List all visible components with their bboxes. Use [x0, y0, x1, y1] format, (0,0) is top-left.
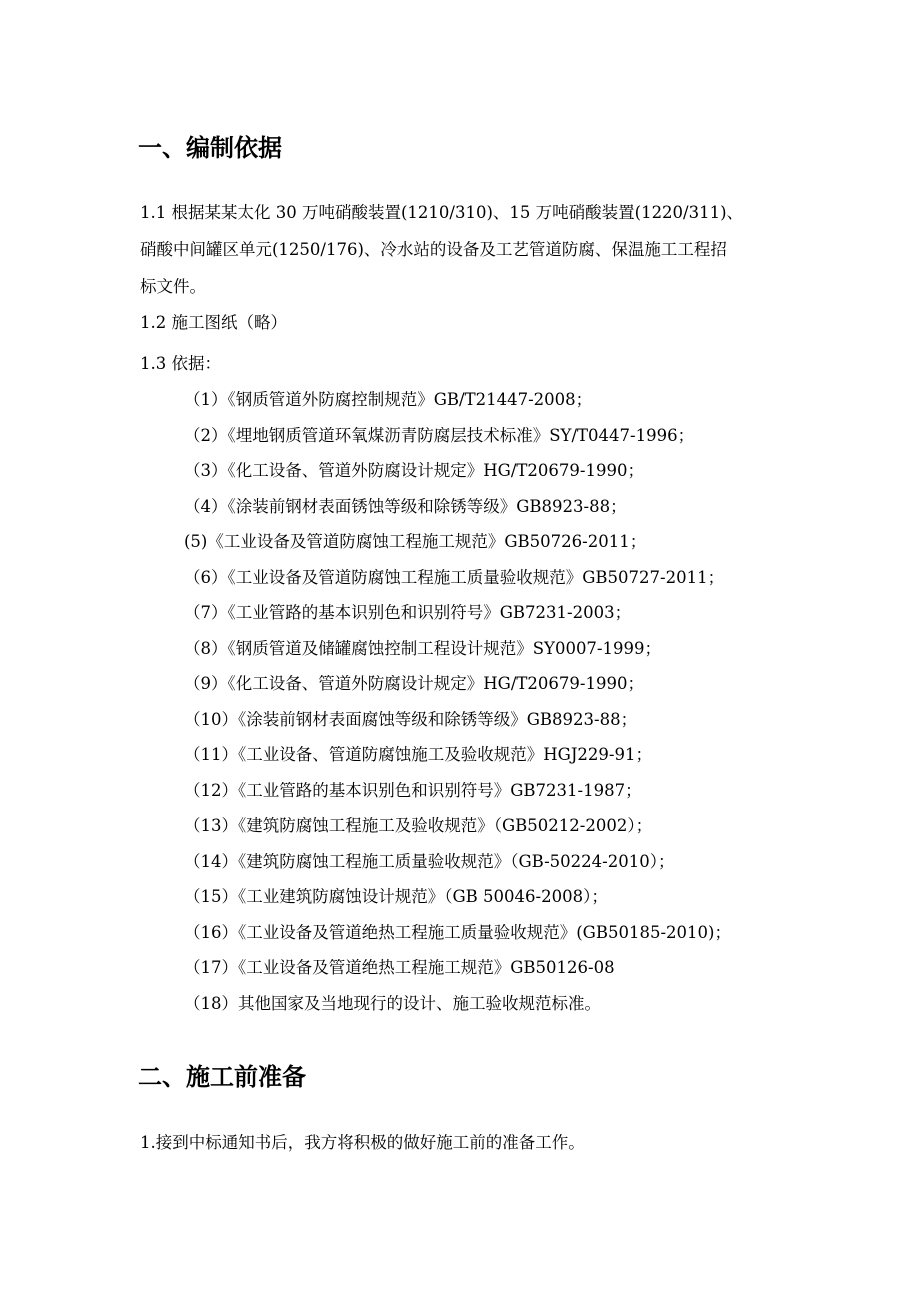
list-item: （18）其他国家及当地现行的设计、施工验收规范标准。 — [184, 994, 601, 1013]
section-heading-2: 二、施工前准备 — [138, 1063, 306, 1091]
list-item: （17）《工业设备及管道绝热工程施工规范》GB50126-08 — [184, 958, 615, 977]
paragraph-1-1-line-3: 标文件。 — [140, 277, 206, 296]
list-item: （13）《建筑防腐蚀工程施工及验收规范》（GB50212-2002）； — [184, 816, 653, 835]
list-item: （6）《工业设备及管道防腐蚀工程施工质量验收规范》GB50727-2011； — [184, 568, 725, 587]
paragraph-1-1-line-1: 1.1 根据某某太化 30 万吨硝酸装置(1210/310)、15 万吨硝酸装置(1220/311)、 — [140, 203, 744, 222]
list-item: （10）《涂装前钢材表面腐蚀等级和除锈等级》GB8923-88； — [184, 710, 638, 729]
list-item: （16）《工业设备及管道绝热工程施工质量验收规范》(GB50185-2010)； — [184, 923, 731, 942]
list-item: （1）《钢质管道外防腐控制规范》GB/T21447-2008； — [184, 390, 593, 409]
list-item: （12）《工业管路的基本识别色和识别符号》GB7231-1987； — [184, 781, 642, 800]
list-item: （15）《工业建筑防腐蚀设计规范》（GB 50046-2008）； — [184, 887, 608, 906]
list-item: （4）《涂装前钢材表面锈蚀等级和除锈等级》GB8923-88； — [184, 497, 627, 516]
paragraph-1-2: 1.2 施工图纸（略） — [140, 313, 287, 332]
list-item: （3）《化工设备、管道外防腐设计规定》HG/T20679-1990； — [184, 461, 644, 480]
list-item: （2）《埋地钢质管道环氧煤沥青防腐层技术标准》SY/T0447-1996； — [184, 426, 695, 445]
list-item: (5)《工业设备及管道防腐蚀工程施工规范》GB50726-2011； — [184, 532, 647, 551]
list-item: （11）《工业设备、管道防腐蚀施工及验收规范》HGJ229-91； — [184, 745, 652, 764]
section-heading-1: 一、编制依据 — [138, 134, 282, 162]
paragraph-1-1-line-2: 硝酸中间罐区单元(1250/176)、冷水站的设备及工艺管道防腐、保温施工工程招 — [140, 240, 727, 259]
list-item: （8）《钢质管道及储罐腐蚀控制工程设计规范》SY0007-1999； — [184, 639, 662, 658]
list-item: （14）《建筑防腐蚀工程施工质量验收规范》（GB-50224-2010）； — [184, 852, 675, 871]
paragraph-1-3: 1.3 依据： — [140, 354, 221, 373]
list-item: （7）《工业管路的基本识别色和识别符号》GB7231-2003； — [184, 603, 632, 622]
paragraph-2-1: 1.接到中标通知书后，我方将积极的做好施工前的准备工作。 — [140, 1133, 585, 1152]
list-item: （9）《化工设备、管道外防腐设计规定》HG/T20679-1990； — [184, 674, 644, 693]
